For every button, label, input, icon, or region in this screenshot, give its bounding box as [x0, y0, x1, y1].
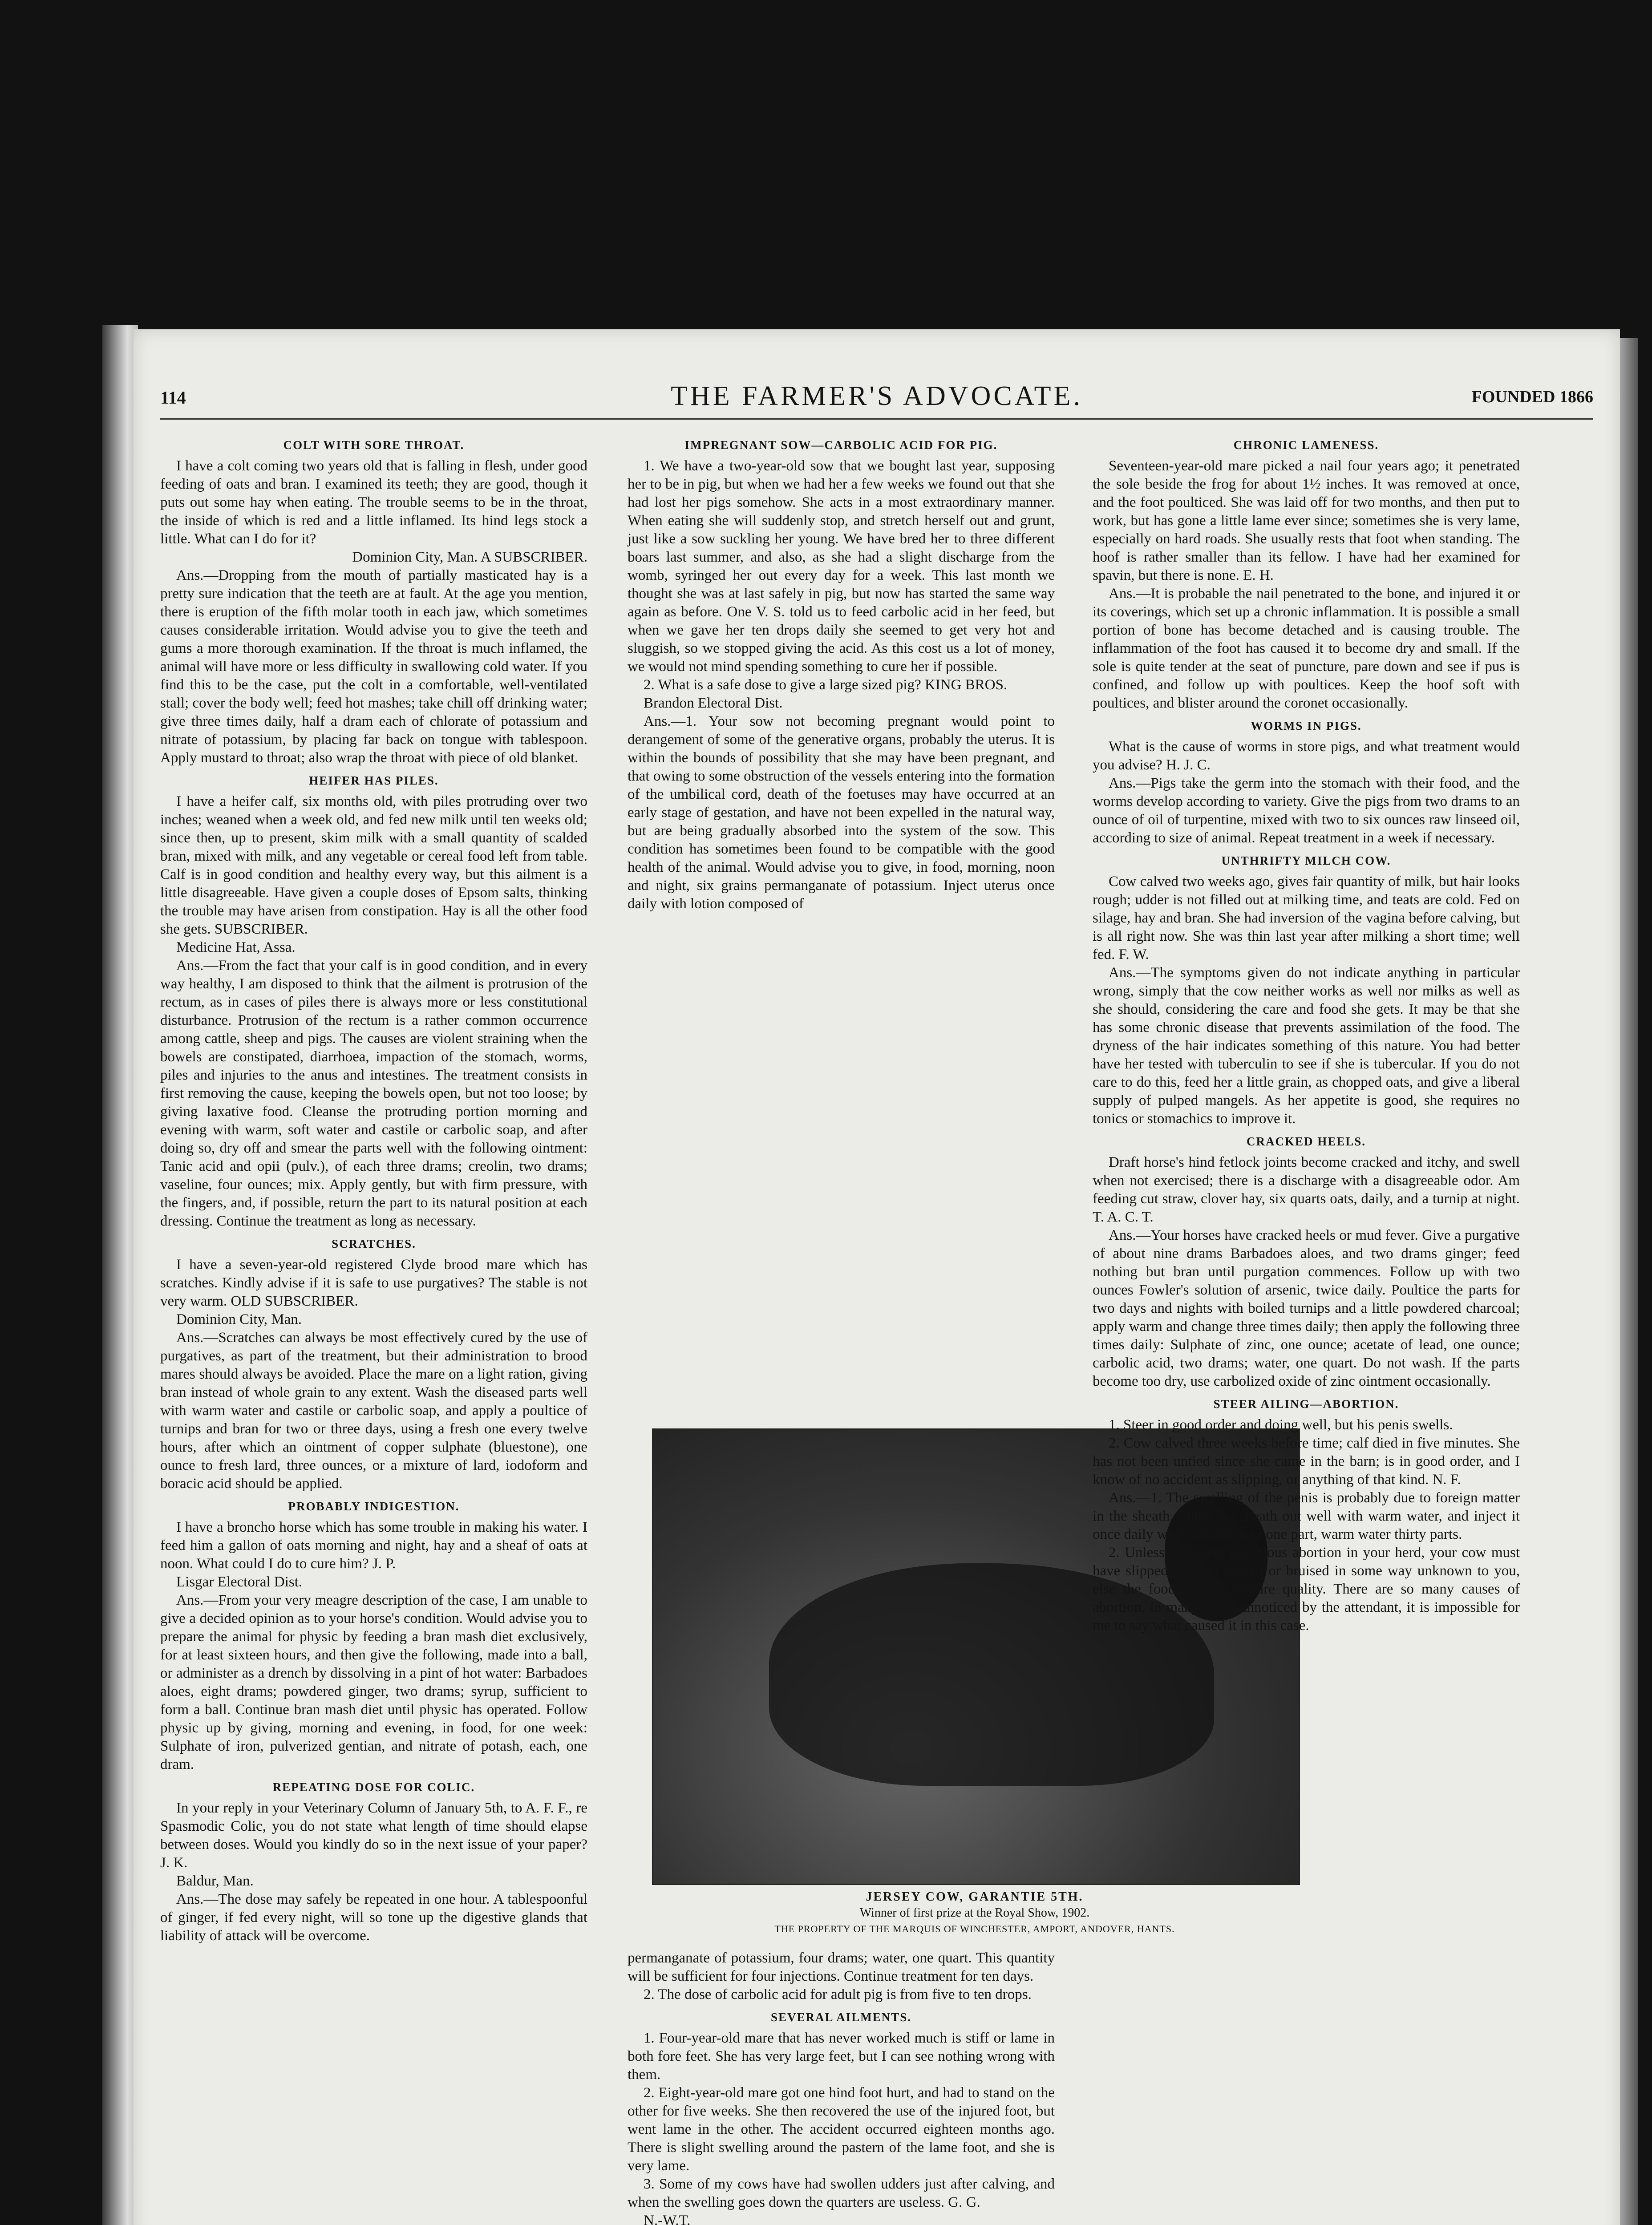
section-heading: STEER AILING—ABORTION.	[1213, 1397, 1399, 1411]
answer-text: Ans.—The dose may safely be repeated in one hour. A tablespoonful of ginger, if fed every night, will so tone up the digestive glands that liability of attack will be overcome.	[160, 1891, 587, 1944]
question-text: Draft horse's hind fetlock joints become cracked and itchy, and swell when not exercised; there is a discharge with a disagreeable odor. Am feeding cut straw, clover hay, six quarts oats, daily, and a turnip at night. T. A. C. T.	[1093, 1154, 1520, 1225]
question-text: What is the cause of worms in store pigs, and what treatment would you advise? H. J. C.	[1093, 739, 1520, 773]
question-text: 2. Cow calved three weeks before time; calf died in five minutes. She has not been untied since she came in the barn; is in good order, and I know of no accident as slipping, or anything of that kind. N. F.	[1093, 1435, 1520, 1488]
answer-text: Ans.—1. The swelling of the penis is probably due to foreign matter in the sheath. Flush the sheath out well with warm water, and inject it once daily with carbolic acid one part, warm water thirty parts.	[1093, 1490, 1520, 1542]
question-text: 1. Steer in good order and doing well, but his penis swells.	[1109, 1417, 1453, 1433]
column-2	[628, 432, 1055, 913]
answer-text: Ans.—Scratches can always be most effectively cured by the use of purgatives, as part of the treatment, but their administration to brood mares should always be avoided. Place the mare on a light ration, giving bran instead of whole grain to any extent. Wash the diseased parts well with warm water and castile or carbolic soap, and apply a poultice of turnips and bran for two or three days, using a fresh one every twelve hours, after which an ointment of copper sulphate (bluestone), one ounce to fresh lard, three ounces, or a mixture of lard, iodoform and boracic acid should be applied.	[160, 1330, 587, 1492]
section-heading: PROBABLY INDIGESTION.	[288, 1500, 460, 1513]
answer-text: Ans.—From your very meagre description of the case, I am unable to give a decided opinion as to your horse's condition. Would advise you to prepare the animal for physic by feeding a bran mash diet exclusively, for at least sixteen hours, and then give the following, made into a ball, or administer as a drench by dissolving in a pint of hot water: Barbadoes aloes, eight drams; powdered ginger, two drams; syrup, sufficient to form a ball. Continue bran mash diet until physic has operated. Follow physic up by giving, morning and evening, in food, for one week: Sulphate of iron, pulverized gentian, and nitrate of potash, each, one dram.	[160, 1592, 587, 1772]
signature: Medicine Hat, Assa.	[176, 939, 296, 955]
answer-text: 2. Unless you have infectious abortion in your herd, your cow must have slipped or been kicked or bruised in some way unknown to you, else the food was of impure quality. There are so many causes of abortion, in many cases unnoticed by the attendant, it is impossible for me to say what caused it in this case.	[1093, 1545, 1520, 1634]
signature: Baldur, Man.	[176, 1873, 254, 1889]
signature: N.-W.T.	[644, 2213, 691, 2225]
question-text: Seventeen-year-old mare picked a nail four years ago; it penetrated the sole beside the frog for about 1½ inches. It was removed at once, and the foot poulticed. She was laid off for two months, and then put to work, but has gone a little lame ever since; sometimes she is very lame, especially on hard roads. She usually rests that foot when standing. The hoof is rather smaller than its fellow. I have had her examined for spavin, but there is none. E. H.	[1093, 458, 1520, 583]
answer-text: Ans.—Pigs take the germ into the stomach with their food, and the worms develop according to variety. Give the pigs from two drams to an ounce of oil of turpentine, mixed with two to six ounces raw linseed oil, according to size of animal. Repeat treatment in a week if necessary.	[1093, 775, 1520, 846]
section-heading: COLT WITH SORE THROAT.	[283, 438, 465, 452]
answer-text: Ans.—It is probable the nail penetrated to the bone, and injured it or its coverings, which set up a chronic inflammation. It is possible a small portion of bone has become detached and is causing trouble. The inflammation of the foot has caused it to become dry and small. If the sole is quite tender at the seat of puncture, pare down and see if pus is confined, and follow up with poultices. Keep the hoof soft with poultices, and blister around the coronet occasionally.	[1093, 586, 1520, 711]
answer-text: Ans.—Your horses have cracked heels or mud fever. Give a purgative of about nine drams Barbadoes aloes, and two drams ginger; feed nothing but bran until purgation commences. Follow up with two ounces Fowler's solution of arsenic, twice daily. Poultice the parts for two days and nights with boiled turnips and a little powdered charcoal; apply warm and change three times daily; then apply the following three times daily: Sulphate of zinc, one ounce; acetate of lead, one ounce; carbolic acid, two drams; water, one quart. Do not wash. If the parts become too dry, use carbolized oxide of zinc ointment occasionally.	[1093, 1227, 1520, 1389]
question-text: I have a colt coming two years old that is falling in flesh, under good feeding of oats and bran. I examined its teeth; they are good, though it puts out some hay when eating. The trouble seems to be in the throat, the inside of which is red and a little inflamed. Its hind legs stock a little. What can I do for it?	[160, 458, 587, 547]
caption-title: JERSEY COW, GARANTIE 5TH.	[866, 1890, 1084, 1904]
question-text: In your reply in your Veterinary Column of January 5th, to A. F. F., re Spasmodic Colic, you do not state what length of time should elapse between doses. Would you kindly do so in the next issue of your paper? J. K.	[160, 1800, 587, 1871]
signature: Dominion City, Man. A SUBSCRIBER.	[352, 549, 587, 565]
founded-label: FOUNDED 1866	[1471, 388, 1593, 406]
question-text: I have a seven-year-old registered Clyde brood mare which has scratches. Kindly advise if it is safe to use purgatives? The stable is not very warm. OLD SUBSCRIBER.	[160, 1257, 587, 1309]
question-text: 1. Four-year-old mare that has never worked much is stiff or lame in both fore feet. She has very large feet, but I can see nothing wrong with them.	[628, 2030, 1055, 2083]
masthead-title: THE FARMER'S ADVOCATE.	[671, 381, 1083, 411]
section-heading: UNTHRIFTY MILCH COW.	[1221, 854, 1391, 867]
section-heading: IMPREGNANT SOW—CARBOLIC ACID FOR PIG.	[684, 438, 998, 452]
masthead-rule	[160, 418, 1593, 420]
answer-text: 2. The dose of carbolic acid for adult pig is from five to ten drops.	[644, 1986, 1032, 2002]
photo-caption	[652, 1889, 1297, 1937]
answer-text: Ans.—1. Your sow not becoming pregnant would point to derangement of some of the generative organs, probably the uterus. It is within the bounds of possibility that she may have been pregnant, and that owing to some obstruction of the vessels entering into the formation of the umbilical cord, death of the foetuses may have occurred at an early stage of gestation, and have not been expelled in the natural way, but are being gradually absorbed into the system of the sow. This condition has sometimes been found to be compatible with the good health of the animal. Would advise you to give, in food, morning, noon and night, six grains permanganate of potassium. Inject uterus once daily with lotion composed of	[628, 713, 1055, 912]
question-text: 2. Eight-year-old mare got one hind foot hurt, and had to stand on the other for five weeks. She then recovered the use of the injured foot, but went lame in the other. The accident occurred eighteen months ago. There is slight swelling around the pastern of the lame foot, and she is very lame.	[628, 2085, 1055, 2174]
book-binding	[102, 325, 138, 2225]
signature: Dominion City, Man.	[176, 1311, 302, 1327]
caption-line: Winner of first prize at the Royal Show, 1902.	[859, 1906, 1090, 1920]
section-heading: SEVERAL AILMENTS.	[770, 2011, 912, 2024]
column-3	[1093, 432, 1520, 1635]
section-heading: CHRONIC LAMENESS.	[1233, 438, 1379, 452]
answer-text: permanganate of potassium, four drams; water, one quart. This quantity will be sufficient for four injections. Continue treatment for ten days.	[628, 1950, 1055, 1984]
section-heading: CRACKED HEELS.	[1246, 1135, 1366, 1148]
section-heading: WORMS IN PIGS.	[1251, 719, 1362, 732]
section-heading: SCRATCHES.	[332, 1237, 416, 1250]
newspaper-page	[134, 329, 1620, 2225]
question-text: 2. What is a safe dose to give a large sized pig? KING BROS.	[644, 677, 1008, 693]
answer-text: Ans.—Dropping from the mouth of partially masticated hay is a pretty sure indication that the teeth are at fault. At the age you mention, there is eruption of the fifth molar tooth in each jaw, which sometimes causes considerable irritation. Would advise you to give the teeth and gums a more thorough examination. If the throat is much inflamed, the animal will have more or less difficulty in swallowing cold water. If you find this to be the case, put the colt in a comfortable, well-ventilated stall; cover the body well; feed hot mashes; take chill off drinking water; give three times daily, half a dram each of chlorate of potassium and nitrate of potassium, by placing far back on tongue with tablespoon. Apply mustard to throat; also wrap the throat with piece of old blanket.	[160, 567, 587, 766]
column-2-continued	[628, 1949, 1055, 2225]
question-text: I have a broncho horse which has some trouble in making his water. I feed him a gallon of oats morning and night, hay and a sheaf of oats at noon. What could I do to cure him? J. P.	[160, 1519, 587, 1572]
signature: Brandon Electoral Dist.	[644, 695, 783, 711]
section-heading: HEIFER HAS PILES.	[309, 774, 439, 787]
section-heading: REPEATING DOSE FOR COLIC.	[272, 1780, 475, 1794]
page-number: 114	[160, 388, 186, 408]
column-1	[160, 432, 587, 1945]
question-text: Cow calved two weeks ago, gives fair quantity of milk, but hair looks rough; udder is not filled out at milking time, and teats are cold. Fed on silage, hay and bran. She had inversion of the vagina before calving, but is all right now. She was thin last year after milking a short time; well fed. F. W.	[1093, 874, 1520, 963]
answer-text: Ans.—The symptoms given do not indicate anything in particular wrong, simply that the cow neither works as well nor milks as well as she should, considering the care and food she gets. It may be that she has some chronic disease that prevents assimilation of the food. The dryness of the hair indicates something of this nature. You had better have her tested with tuberculin to see if she is tubercular. If you do not care to do this, feed her a little grain, as chopped oats, and give a liberal supply of pulped mangels. As her appetite is good, she requires no tonics or stomachics to improve it.	[1093, 965, 1520, 1127]
signature: Lisgar Electoral Dist.	[176, 1574, 303, 1590]
question-text: I have a heifer calf, six months old, with piles protruding over two inches; weaned when a week old, and fed new milk until ten weeks old; since then, up to present, skim milk with a small quantity of scalded bran, mixed with milk, and any vegetable or cereal food left from table. Calf is in good condition and healthy every way, but this ailment is a little disagreeable. Have given a couple doses of Epsom salts, thinking the trouble may have arisen from constipation. Hay is all the other food she gets. SUBSCRIBER.	[160, 793, 587, 937]
answer-text: Ans.—From the fact that your calf is in good condition, and in every way healthy, I am disposed to think that the ailment is protrusion of the rectum, as in cases of piles there is always more or less constitutional disturbance. Protrusion of the rectum is a rather common occurrence among cattle, sheep and pigs. The causes are violent straining when the bowels are constipated, diarrhoea, impaction of the stomach, worms, piles and injuries to the anus and intestines. The treatment consists in first removing the cause, keeping the bowels open, but not too loose; by giving laxative food. Cleanse the protruding portion morning and evening with warm, soft water and castile or carbolic soap, and after doing so, dry off and smear the parts well with the following ointment: Tanic acid and opii (pulv.), of each three drams; creolin, two drams; vaseline, four ounces; mix. Apply gently, but with firm pressure, with the fingers, and, if possible, return the part to its natural position at each dressing. Continue the treatment as long as necessary.	[160, 958, 587, 1229]
caption-owner: THE PROPERTY OF THE MARQUIS OF WINCHESTER, AMPORT, ANDOVER, HANTS.	[774, 1923, 1175, 1934]
question-text: 3. Some of my cows have had swollen udders just after calving, and when the swelling goes down the quarters are useless. G. G.	[628, 2176, 1055, 2210]
question-text: 1. We have a two-year-old sow that we bought last year, supposing her to be in pig, but when we had her a few weeks we found out that she had lost her pigs somehow. She acts in a most extraordinary manner. When eating she will suddenly stop, and stretch herself out and grunt, just like a sow suckling her young. We have bred her to three different boars last summer, and also, as she had a slight discharge from the womb, syringed her out every day for a week. This last month we thought she was at last safely in pig, but now has started the same way again as before. One V. S. told us to feed carbolic acid in her feed, but when we gave her ten drops daily she seemed to get very hot and sluggish, so we stopped giving the acid. As this cost us a lot of money, we would not mind spending something to cure her if possible.	[628, 458, 1055, 675]
